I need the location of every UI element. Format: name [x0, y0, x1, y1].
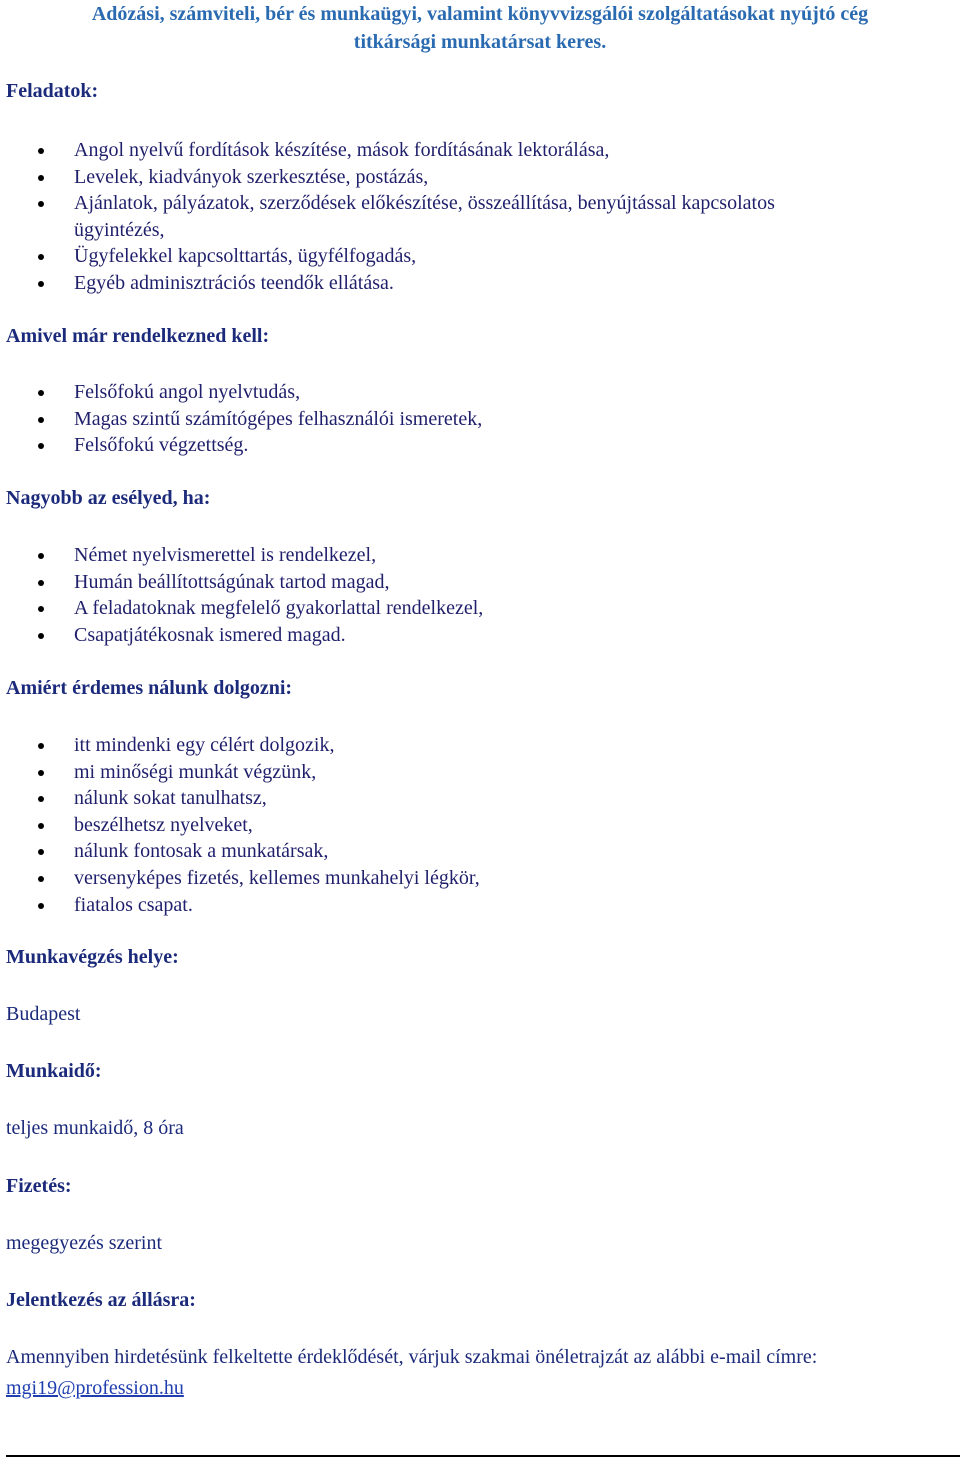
bullet-icon: [38, 443, 44, 449]
section-heading-amiert: Amiért érdemes nálunk dolgozni:: [6, 677, 293, 699]
list-item: Ajánlatok, pályázatok, szerződések előkészítése, összeállítása, benyújtással kapcsolatos: [0, 190, 960, 217]
list-item: Angol nyelvű fordítások készítése, mások fordításának lektorálása,: [0, 137, 960, 164]
section-heading-munkaido: Munkaidő:: [6, 1060, 102, 1082]
list-item: nálunk sokat tanulhatsz,: [0, 785, 960, 812]
section-heading-feladatok: Feladatok:: [6, 80, 99, 102]
bullet-icon: [38, 823, 44, 829]
bullet-icon: [38, 417, 44, 423]
bullet-icon: [38, 849, 44, 855]
list-item: Felsőfokú végzettség.: [0, 432, 960, 459]
bullet-icon: [38, 254, 44, 260]
section-heading-fizetes: Fizetés:: [6, 1175, 72, 1197]
page-title-line-2: titkársági munkatársat keres.: [353, 31, 607, 53]
bullet-icon: [38, 201, 44, 207]
bullet-icon: [38, 743, 44, 749]
email-link[interactable]: mgi19@profession.hu: [6, 1377, 184, 1399]
section-heading-helye: Munkavégzés helye:: [6, 946, 179, 968]
section-heading-nagyobb: Nagyobb az esélyed, ha:: [6, 487, 211, 509]
list-item: Levelek, kiadványok szerkesztése, postázás,: [0, 164, 960, 191]
list-nagyobb: [0, 542, 960, 648]
salary-value: megegyezés szerint: [6, 1232, 163, 1254]
list-item: Ügyfelekkel kapcsolttartás, ügyfélfogadás,: [0, 243, 960, 270]
application-text: Amennyiben hirdetésünk felkeltette érdeklődését, várjuk szakmai önéletrajzát az alábbi e-mail címre:: [6, 1346, 818, 1368]
bullet-icon: [38, 606, 44, 612]
list-item: Német nyelvismerettel is rendelkezel,: [0, 542, 960, 569]
list-item: Egyéb adminisztrációs teendők ellátása.: [0, 270, 960, 297]
list-item: Felsőfokú angol nyelvtudás,: [0, 379, 960, 406]
list-item: itt mindenki egy célért dolgozik,: [0, 732, 960, 759]
bullet-icon: [38, 553, 44, 559]
bullet-icon: [38, 770, 44, 776]
bullet-icon: [38, 148, 44, 154]
bullet-icon: [38, 390, 44, 396]
bullet-icon: [38, 175, 44, 181]
location-value: Budapest: [6, 1003, 81, 1025]
list-amivel: [0, 379, 960, 459]
page-title-line-1: Adózási, számviteli, bér és munkaügyi, valamint könyvvizsgálói szolgáltatásokat nyújtó cég: [91, 3, 869, 25]
bullet-icon: [38, 281, 44, 287]
email-line: [6, 1376, 184, 1400]
list-item: beszélhetsz nyelveket,: [0, 812, 960, 839]
list-feladatok: [0, 137, 960, 297]
bullet-icon: [38, 796, 44, 802]
list-item-continuation: ügyintézés,: [74, 218, 165, 241]
list-item: Humán beállítottságúnak tartod magad,: [0, 569, 960, 596]
list-item: Magas szintű számítógépes felhasználói ismeretek,: [0, 406, 960, 433]
section-heading-amivel: Amivel már rendelkezned kell:: [6, 325, 270, 347]
page-title: [0, 0, 960, 56]
list-item: fiatalos csapat.: [0, 892, 960, 919]
list-item: nálunk fontosak a munkatársak,: [0, 838, 960, 865]
list-item: Csapatjátékosnak ismered magad.: [0, 622, 960, 649]
working-hours-value: teljes munkaidő, 8 óra: [6, 1117, 184, 1139]
list-item: mi minőségi munkát végzünk,: [0, 759, 960, 786]
list-amiert: [0, 732, 960, 918]
bottom-divider: [6, 1455, 960, 1457]
bullet-icon: [38, 903, 44, 909]
list-item: versenyképes fizetés, kellemes munkahelyi légkör,: [0, 865, 960, 892]
bullet-icon: [38, 580, 44, 586]
list-item: A feladatoknak megfelelő gyakorlattal rendelkezel,: [0, 595, 960, 622]
section-heading-jelentkezes: Jelentkezés az állásra:: [6, 1289, 196, 1311]
bullet-icon: [38, 876, 44, 882]
bullet-icon: [38, 633, 44, 639]
